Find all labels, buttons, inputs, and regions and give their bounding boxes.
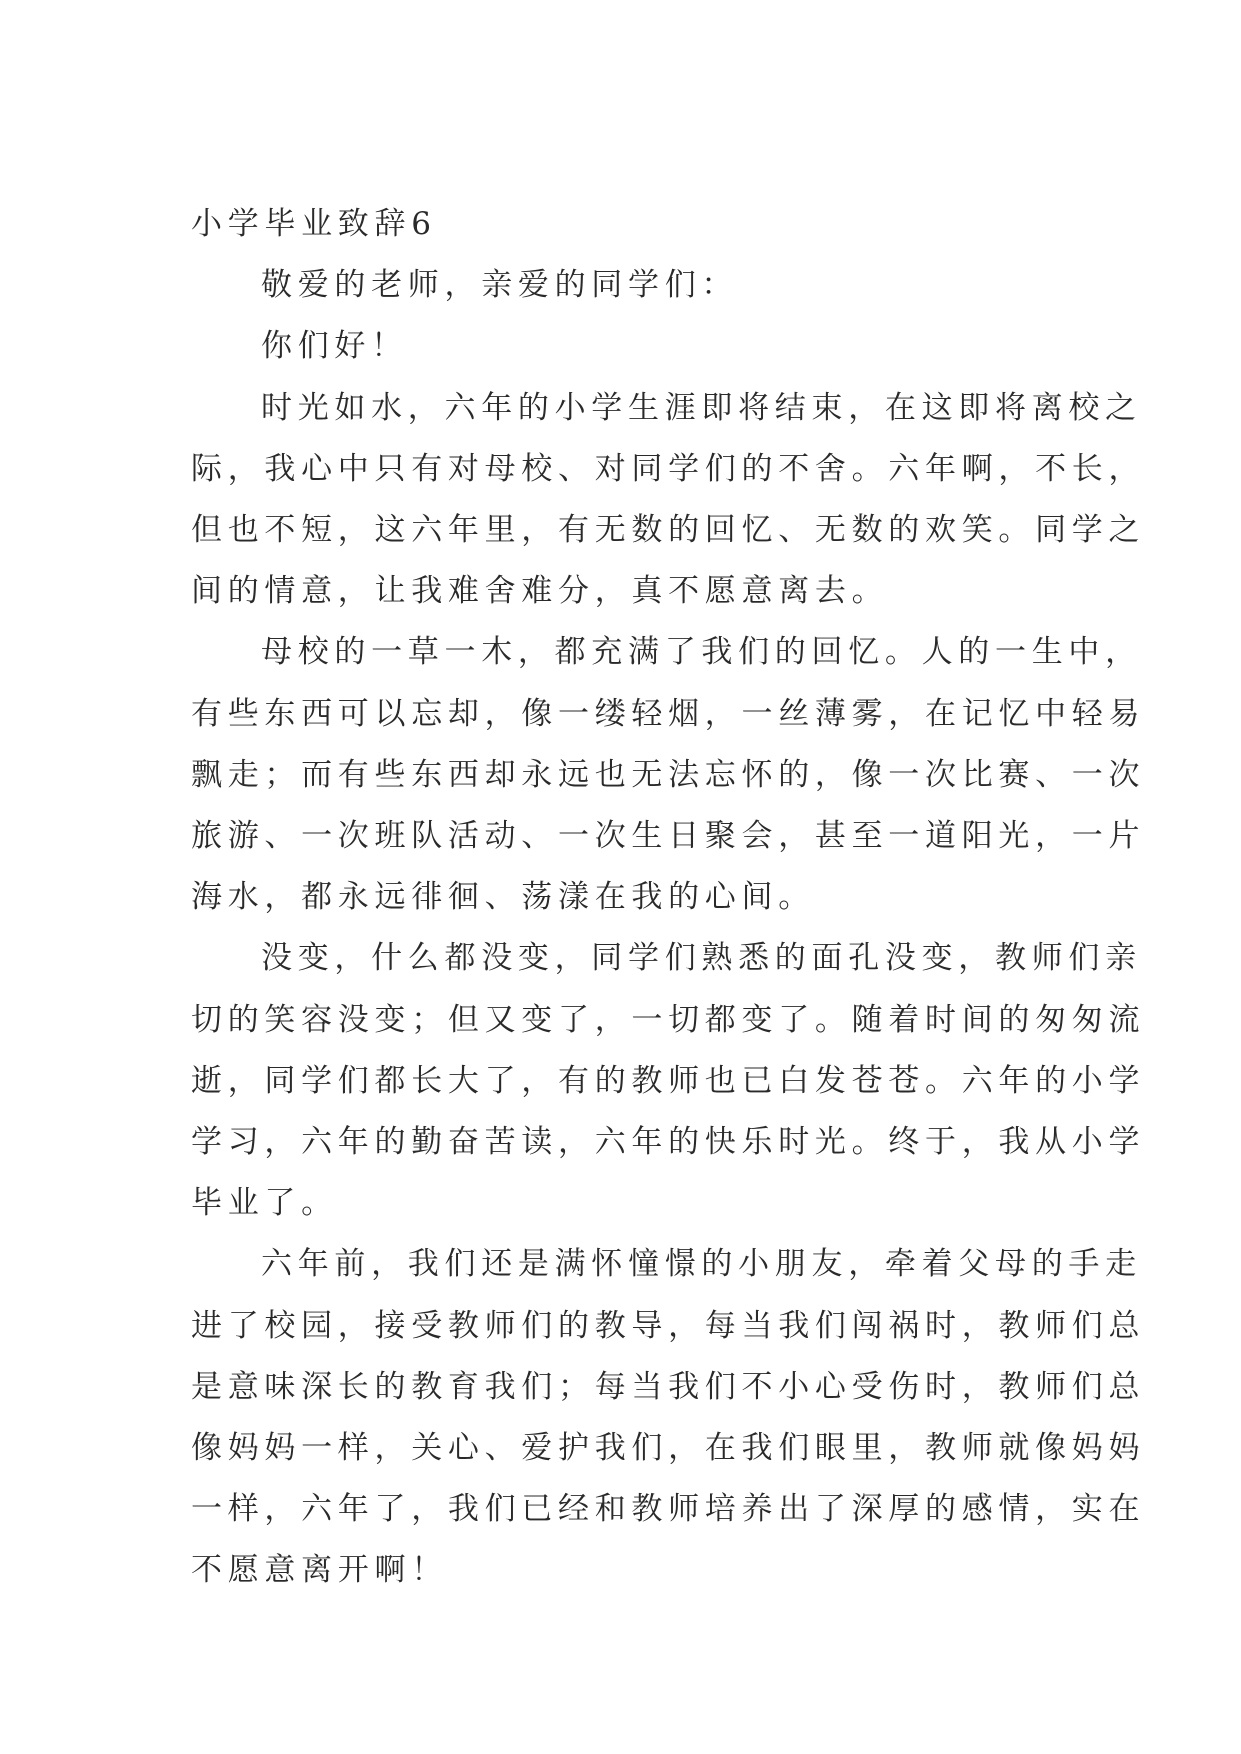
paragraph-line: 飘走；而有些东西却永远也无法忘怀的，像一次比赛、一次 bbox=[191, 756, 1146, 793]
document-page bbox=[191, 194, 1146, 1602]
paragraph-body-1 bbox=[191, 378, 1146, 623]
paragraph-line: 时光如水，六年的小学生涯即将结束，在这即将离校之 bbox=[261, 389, 1142, 426]
paragraph-line: 毕业了。 bbox=[191, 1185, 338, 1222]
paragraph-salutation bbox=[191, 255, 1070, 316]
paragraph-line: 学习，六年的勤奋苦读，六年的快乐时光。终于，我从小学 bbox=[191, 1124, 1146, 1161]
paragraph-line: 是意味深长的教育我们；每当我们不小心受伤时，教师们总 bbox=[191, 1368, 1146, 1405]
paragraph-line: 母校的一草一木，都充满了我们的回忆。人的一生中， bbox=[261, 634, 1142, 671]
document-title: 小学毕业致辞6 bbox=[191, 206, 437, 242]
paragraph-line: 没变，什么都没变，同学们熟悉的面孔没变，教师们亲 bbox=[261, 940, 1142, 977]
paragraph-body-4 bbox=[191, 1234, 1146, 1601]
paragraph-line: 旅游、一次班队活动、一次生日聚会，甚至一道阳光，一片 bbox=[191, 818, 1146, 855]
paragraph-line: 海水，都永远徘徊、荡漾在我的心间。 bbox=[191, 879, 815, 916]
paragraph-line: 不愿意离开啊！ bbox=[191, 1552, 448, 1589]
paragraph-line: 间的情意，让我难舍难分，真不愿意离去。 bbox=[191, 573, 889, 610]
paragraph-greeting bbox=[191, 316, 1070, 377]
paragraph-line: 你们好！ bbox=[261, 328, 408, 365]
paragraph-line: 像妈妈一样，关心、爱护我们，在我们眼里，教师就像妈妈 bbox=[191, 1430, 1146, 1467]
paragraph-line: 一样，六年了，我们已经和教师培养出了深厚的感情，实在 bbox=[191, 1491, 1146, 1528]
paragraph-body-3 bbox=[191, 928, 1146, 1234]
paragraph-line: 进了校园，接受教师们的教导，每当我们闯祸时，教师们总 bbox=[191, 1307, 1146, 1344]
paragraph-line: 敬爱的老师，亲爱的同学们： bbox=[261, 267, 739, 304]
paragraph-line: 有些东西可以忘却，像一缕轻烟，一丝薄雾，在记忆中轻易 bbox=[191, 695, 1146, 732]
paragraph-line: 六年前，我们还是满怀憧憬的小朋友，牵着父母的手走 bbox=[261, 1246, 1142, 1283]
paragraph-body-2 bbox=[191, 622, 1146, 928]
paragraph-line: 逝，同学们都长大了，有的教师也已白发苍苍。六年的小学 bbox=[191, 1062, 1146, 1099]
paragraph-line: 切的笑容没变；但又变了，一切都变了。随着时间的匆匆流 bbox=[191, 1001, 1146, 1038]
paragraph-line: 际，我心中只有对母校、对同学们的不舍。六年啊，不长， bbox=[191, 450, 1146, 487]
paragraph-line: 但也不短，这六年里，有无数的回忆、无数的欢笑。同学之 bbox=[191, 512, 1146, 549]
